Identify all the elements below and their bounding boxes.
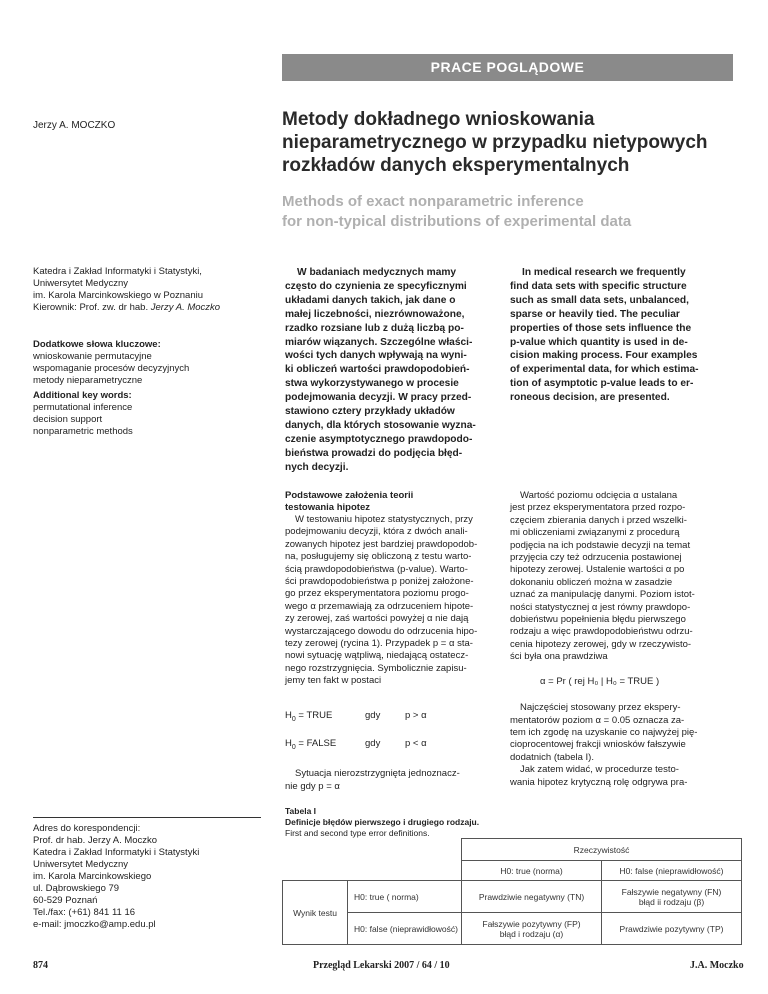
table-col-header: H0: false (nieprawidłowość) [602, 861, 742, 881]
body-line: jest przez eksperymentatora przed rozpo- [510, 502, 686, 514]
keyword: permutational inference [33, 402, 133, 413]
affiliation-line: Uniwersytet Medyczny [33, 278, 129, 289]
affiliation-line: Katedra i Zakład Informatyki i Statystyki, [33, 266, 202, 277]
article-title [282, 108, 742, 177]
head-of-department [33, 302, 273, 314]
abstract-line: danych, dla których stosowanie wyzna- [285, 419, 476, 431]
body-line: cenia hipotezy zerowej, gdy w rzeczywisto- [510, 638, 692, 650]
subtitle-line: Methods of exact nonparametric inference [282, 193, 584, 210]
body-line: wania hipotez krytyczną rolę odgrywa pra- [510, 776, 688, 788]
abstract-line: miarów wiązanych. Szczególne właści- [285, 336, 473, 348]
keywords-en [33, 390, 273, 438]
table-cell: Prawdziwie negatywny (TN) [462, 881, 602, 913]
equation-h0-false [285, 738, 491, 754]
abstract-line: cision making process. Four examples [510, 350, 698, 362]
address-line: Adres do korespondencji: [33, 823, 141, 834]
body-line: uznać za manipulację danymi. Poziom istot- [510, 589, 695, 601]
abstract-line: podejmowania decyzji. W pracy przed- [285, 392, 472, 404]
alpha-equation: α = Pr ( rej H₀ | H₀ = TRUE ) [540, 675, 660, 687]
eq-condition: p > α [405, 709, 427, 721]
table-col-header: H0: true (norma) [462, 861, 602, 881]
affiliation-line: im. Karola Marcinkowskiego w Poznaniu [33, 290, 204, 301]
table-label: Tabela I [285, 806, 317, 816]
body-line: zy zerowej, zaś wartości powyżej α nie dają [285, 613, 469, 625]
body-line: cioprocentowej frakcji wniosków fałszywie [510, 739, 686, 751]
table-caption-en: First and second type error definitions. [285, 828, 430, 838]
body-line: W testowaniu hipotez statystycznych, przy [295, 514, 473, 525]
section-banner-label: PRACE POGLĄDOWE [282, 54, 733, 81]
eq-relation: = FALSE [298, 737, 337, 749]
table-row-group: Wynik testu [283, 881, 348, 945]
body-line: przyjęcia czy też odrzucenia postawionej [510, 552, 682, 564]
abstract-line: wości tych danych wpływają na wyni- [285, 350, 467, 362]
author-name: Jerzy A. MOCZKO [33, 120, 116, 131]
abstract-line: często do czynienia ze specyficznymi [285, 280, 467, 292]
section-heading-line: testowania hipotez [285, 502, 370, 513]
paragraph [510, 702, 716, 789]
table-caption [285, 806, 479, 839]
table-caption-pl: Definicje błędów pierwszego i drugiego rodzaju. [285, 817, 480, 827]
table-cell: Prawdziwie pozytywny (TP) [602, 913, 742, 945]
abstract-line: p-value which quantity is used in de- [510, 336, 688, 348]
body-line: go przez eksperymentatora poziomu progo- [285, 588, 469, 600]
title-line: rozkładów danych eksperymentalnych [282, 155, 630, 176]
abstract-pl [285, 266, 491, 475]
abstract-line: such as small data sets, unbalanced, [510, 294, 689, 306]
body-line: częciem zbierania danych i przed wszelki- [510, 514, 687, 526]
keyword: wspomaganie procesów decyzyjnych [33, 363, 190, 374]
page-number: 874 [33, 960, 48, 971]
body-line: rodzaju a więc prawdopodobieństwu odrzu- [510, 626, 693, 638]
abstract-en [510, 266, 716, 405]
paragraph [510, 490, 716, 664]
keyword: metody nieparametryczne [33, 375, 143, 386]
keywords-pl [33, 339, 273, 387]
body-line: wystarczającego dowodu do odrzucenia hipo- [285, 625, 478, 637]
address-line: Tel./fax: (+61) 841 11 16 [33, 907, 136, 918]
body-line: mi obliczeniami związanymi z procedurą [510, 527, 680, 539]
table-corner [283, 839, 462, 861]
table-row-header: H0: false (nieprawidłowość) [348, 913, 462, 945]
abstract-line: małej liczebności, niezrównoważone, [285, 308, 465, 320]
table-corner [283, 861, 462, 881]
body-line: podjęcia na ich podstawie decyzji na temat [510, 539, 691, 551]
keyword: wnioskowanie permutacyjne [33, 351, 152, 362]
address-line: Katedra i Zakład Informatyki i Statystyki [33, 847, 200, 858]
address-line: Prof. dr hab. Jerzy A. Moczko [33, 835, 158, 846]
head-name: Jerzy A. Moczko [150, 302, 221, 313]
running-author: J.A. Moczko [690, 960, 744, 971]
title-line: Metody dokładnego wnioskowania [282, 109, 595, 130]
body-line: ścią prawdopodobieństwa (p-value). Warto- [285, 563, 468, 575]
body-line: Wartość poziomu odcięcia α ustalana [520, 490, 678, 501]
eq-relation: = TRUE [298, 709, 333, 721]
eq-condition: p < α [405, 737, 427, 749]
body-line: tem ich zgodę na uzyskanie co najwyżej pię- [510, 726, 698, 738]
eq-subscript: 0 [291, 743, 296, 751]
abstract-line: of experimental data, for which estima- [510, 364, 699, 376]
affiliation [33, 266, 273, 314]
abstract-line: roneous decision, are presented. [510, 392, 670, 404]
subtitle-line: for non-typical distributions of experimental data [282, 213, 632, 230]
journal-citation: Przegląd Lekarski 2007 / 64 / 10 [313, 960, 450, 971]
address-line: ul. Dąbrowskiego 79 [33, 883, 120, 894]
table-header-reality: Rzeczywistość [462, 839, 742, 861]
paragraph [285, 768, 491, 793]
section-heading [285, 490, 491, 514]
title-line: nieparametrycznego w przypadku nietypowych [282, 132, 708, 153]
body-line: Najczęściej stosowany przez ekspery- [520, 702, 681, 714]
article-subtitle [282, 192, 742, 232]
body-line: zowanych hipotez jest bardziej prawdopodob- [285, 538, 478, 550]
table-row-header: H0: true ( norma) [348, 881, 462, 913]
abstract-line: stwa wykorzystywanego w procesie [285, 378, 459, 390]
body-line: dobieństwu popełnienia błędu pierwszego [510, 614, 686, 626]
body-line: nego rozstrzygnięcia. Symbolicznie zapisu- [285, 662, 467, 674]
body-line: Jak zatem widać, w procedurze testo- [520, 764, 679, 776]
correspondence-address [33, 817, 261, 931]
body-line: nowi sytuację wątpliwą, niedającą ostatecz- [285, 650, 469, 662]
abstract-line: układami danych takich, jak dane o [285, 294, 456, 306]
body-line: ści prawdopodobieństwa p poniżej założone- [285, 576, 474, 588]
section-heading-line: Podstawowe założenia teorii [285, 490, 414, 501]
body-line: mentatorów poziom α = 0.05 oznacza za- [510, 714, 685, 726]
body-line: dokonaniu obliczeń można w zasadzie [510, 576, 673, 588]
body-line: na, posługujemy się obliczoną z testu warto- [285, 551, 472, 563]
abstract-line: czenie asymptotycznego prawdopodo- [285, 433, 473, 445]
eq-lhs [285, 738, 347, 754]
abstract-line: W badaniach medycznych mamy [297, 267, 457, 278]
address-line: e-mail: jmoczko@amp.edu.pl [33, 919, 156, 930]
keywords-heading: Dodatkowe słowa kluczowe: [33, 339, 161, 350]
abstract-line: stawiono cztery przykłady układów [285, 406, 455, 418]
eq-symbol: H [285, 737, 292, 749]
keyword: decision support [33, 414, 103, 425]
table-cell [462, 913, 602, 945]
body-line: hipotezy zerowej. Ustalenie wartości α po [510, 564, 685, 576]
abstract-line: In medical research we frequently [522, 267, 686, 278]
table-cell [602, 881, 742, 913]
cell-line: błąd ii rodzaju (β) [638, 896, 705, 907]
body-line: podejmowaniu decyzji, która z dwóch anali- [285, 526, 468, 538]
abstract-line: properties of those sets influence the [510, 322, 692, 334]
abstract-line: tion of asymptotic p-value leads to er- [510, 378, 694, 390]
address-line: Uniwersytet Medyczny [33, 859, 129, 870]
eq-gdy: gdy [365, 709, 381, 721]
keyword: nonparametric methods [33, 426, 133, 437]
cell-line: Fałszywie pozytywny (FP) [482, 918, 581, 929]
equation-h0-true [285, 710, 491, 726]
body-line: ności statystycznej α jest równy prawdopo- [510, 601, 691, 613]
body-line: wego α przemawiają za odrzuceniem hipote- [285, 600, 474, 612]
body-line: Sytuacja nierozstrzygnięta jednoznacz- [295, 768, 460, 780]
abstract-line: find data sets with specific structure [510, 280, 687, 292]
body-line: jemy ten fakt w postaci [285, 675, 382, 687]
abstract-line: bieństwa prowadzi do podjęcia błęd- [285, 447, 463, 459]
abstract-line: sparse or heavily tied. The peculiar [510, 308, 680, 320]
eq-subscript: 0 [291, 715, 296, 723]
cell-line: błąd i rodzaju (α) [499, 928, 564, 939]
eq-lhs [285, 710, 347, 726]
eq-symbol: H [285, 709, 292, 721]
abstract-line: ki obliczeń wartości prawdopodobień- [285, 364, 470, 376]
head-prefix: Kierownik: Prof. zw. dr hab. [33, 302, 151, 313]
body-line: dodatnich (tabela I). [510, 751, 594, 763]
body-line: nie gdy p = α [285, 780, 340, 792]
address-line: 60-529 Poznań [33, 895, 98, 906]
abstract-line: nych decyzji. [285, 461, 349, 473]
keywords-heading: Additional key words: [33, 390, 132, 401]
body-line: ści była ona prawdziwa [510, 651, 608, 663]
cell-line: Fałszywie negatywny (FN) [621, 886, 722, 897]
body-column-right [510, 490, 716, 789]
paragraph [285, 514, 491, 688]
error-definitions-table [282, 838, 742, 945]
section-banner [0, 0, 768, 88]
body-line: tezy zerowej (rycina 1). Przypadek p = α sta- [285, 638, 473, 650]
abstract-line: rzadko rozsiane lub z dużą liczbą po- [285, 322, 464, 334]
body-column-left [285, 490, 491, 793]
address-line: im. Karola Marcinkowskiego [33, 871, 152, 882]
eq-gdy: gdy [365, 737, 381, 749]
